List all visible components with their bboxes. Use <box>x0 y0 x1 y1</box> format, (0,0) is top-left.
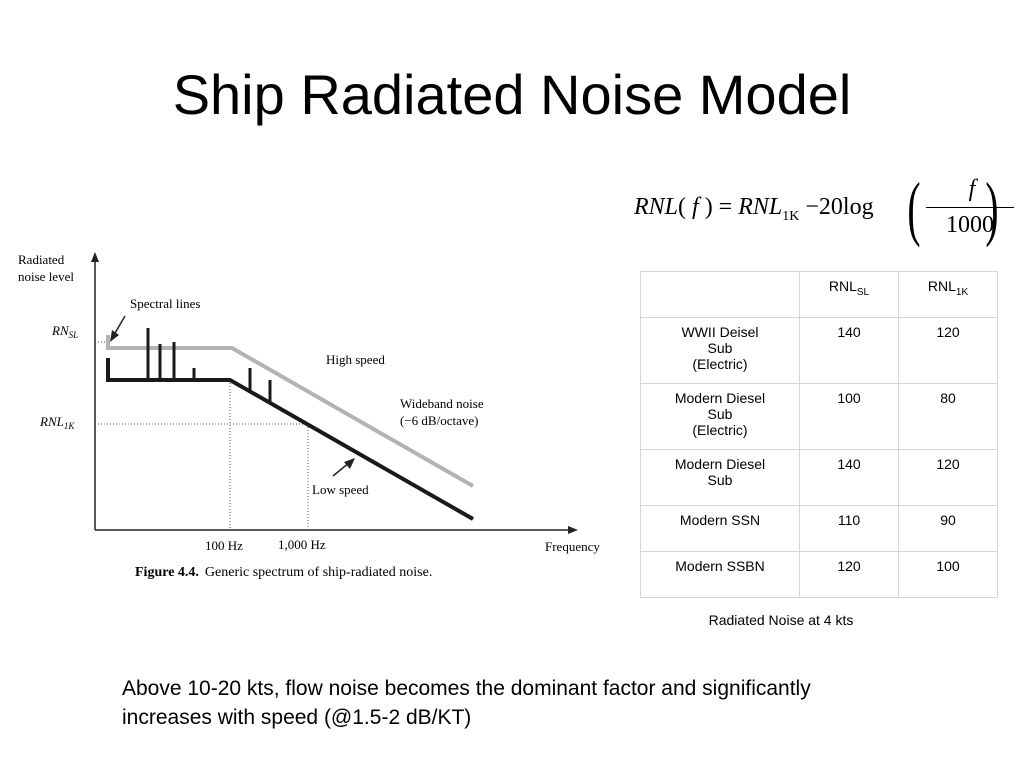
slide-title: Ship Radiated Noise Model <box>172 63 852 126</box>
rnsl-label: $RN_{SL}$ <box>52 323 79 340</box>
formula-right-paren: ) <box>985 168 999 248</box>
y-axis-arrow <box>91 252 99 262</box>
low-speed-arrowhead <box>344 458 355 469</box>
header-rnl-sl: $RNL_{SL}$ <box>800 272 899 318</box>
figure-caption: Figure 4.4. Generic spectrum of ship-radiated noise. <box>135 565 433 580</box>
vessel-name: Modern SSBN <box>641 552 800 598</box>
header-rnl-1k: $RNL_{1K}$ <box>899 272 998 318</box>
table-row <box>641 384 998 450</box>
table-row <box>641 450 998 506</box>
wideband-label-1: Wideband noise <box>400 396 484 411</box>
rnl-1k-value: 80 <box>899 384 998 450</box>
rnl-1k-value: 120 <box>899 450 998 506</box>
x-axis-arrow <box>568 526 578 534</box>
spectral-lines-label: Spectral lines <box>130 296 201 311</box>
rnl-sl-value: 120 <box>800 552 899 598</box>
vessel-name: WWII Deisel Sub (Electric) <box>641 318 800 384</box>
rnl-formula <box>634 168 1004 248</box>
table-caption: Radiated Noise at 4 kts <box>708 612 854 628</box>
header-blank <box>641 272 800 318</box>
table-row <box>641 318 998 384</box>
y-axis-label-1: Radiated <box>18 252 65 267</box>
rnl1k-label: $RNL_{1K}$ <box>40 414 75 431</box>
table-header-row <box>641 272 998 318</box>
table-row <box>641 552 998 598</box>
rnl-1k-value: 100 <box>899 552 998 598</box>
formula-denominator: 1000 <box>946 212 994 238</box>
vessel-name: Modern SSN <box>641 506 800 552</box>
formula-rnl: RNL <box>634 194 679 220</box>
tick-100hz: 100 Hz <box>205 538 243 553</box>
y-axis-label-2: noise level <box>18 269 74 284</box>
vessel-name: Modern Diesel Sub <box>641 450 800 506</box>
vessel-name: Modern Diesel Sub (Electric) <box>641 384 800 450</box>
formula-lhs: RNL( f ) = $RNL_{1K} -20\log$ <box>634 194 874 224</box>
formula-rnl-base: RNL <box>738 194 783 220</box>
formula-fraction-bar <box>926 207 1014 208</box>
rnl-sl-value: 140 <box>800 450 899 506</box>
rnl-sl-value: 100 <box>800 384 899 450</box>
formula-numerator: f <box>968 176 976 202</box>
rnl-sl-value: 140 <box>800 318 899 384</box>
formula-arg: f <box>692 194 699 220</box>
formula-rnl-sub: 1K <box>782 208 800 224</box>
flow-noise-note: Above 10-20 kts, flow noise becomes the dominant factor and significantly increases with speed (@1.5-2 dB/KT) <box>122 677 811 729</box>
x-axis-label: Frequency <box>545 539 600 554</box>
rnl-1k-value: 90 <box>899 506 998 552</box>
rnl-1k-value: 120 <box>899 318 998 384</box>
low-speed-label: Low speed <box>312 482 369 497</box>
high-speed-label: High speed <box>326 352 385 367</box>
noise-spectrum-figure <box>10 240 620 590</box>
wideband-label-2: (−6 dB/octave) <box>400 413 479 428</box>
table-row <box>641 506 998 552</box>
spectral-lines-arrowhead <box>110 330 119 342</box>
formula-term: −20log <box>805 194 874 220</box>
radiated-noise-table <box>640 271 998 598</box>
formula-left-paren: ( <box>907 168 921 248</box>
noise-spectrum-svg <box>10 240 620 590</box>
tick-1000hz: 1,000 Hz <box>278 537 326 552</box>
rnl-sl-value: 110 <box>800 506 899 552</box>
